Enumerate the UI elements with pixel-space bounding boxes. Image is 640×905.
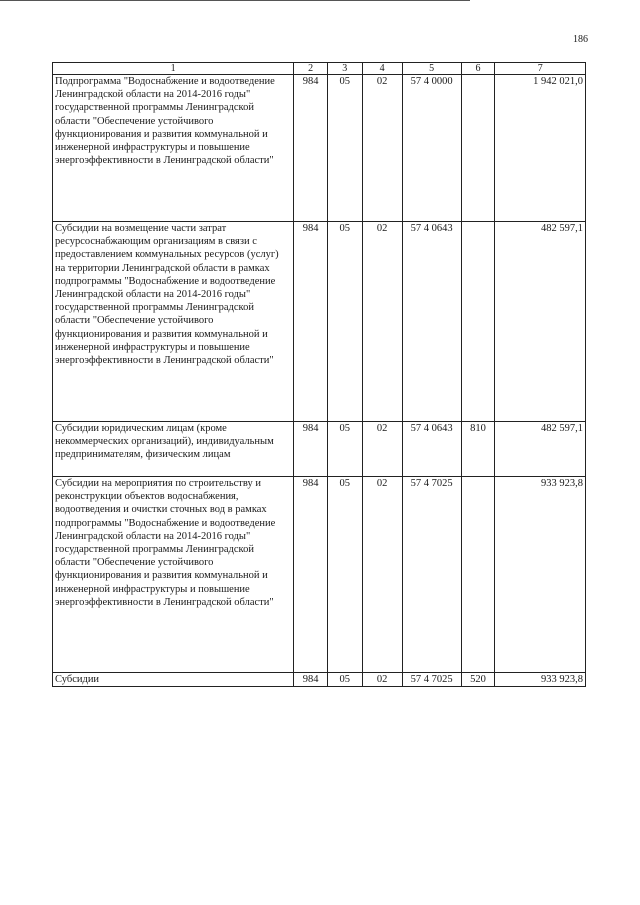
row-target-article-cell: 57 4 7025 (402, 673, 461, 687)
header-cell-3: 3 (327, 63, 362, 75)
row-ministry-cell: 984 (294, 673, 328, 687)
row-amount-cell: 933 923,8 (495, 477, 586, 673)
row-section-cell: 05 (327, 222, 362, 422)
row-subsection-cell: 02 (362, 75, 402, 222)
table-row (53, 222, 586, 422)
header-cell-1: 1 (53, 63, 294, 75)
row-name-cell: Субсидии (53, 673, 294, 687)
header-cell-5: 5 (402, 63, 461, 75)
row-ministry-cell: 984 (294, 477, 328, 673)
row-amount-cell: 482 597,1 (495, 422, 586, 477)
row-expense-type-cell (461, 222, 495, 422)
row-expense-type-cell (461, 75, 495, 222)
row-target-article-cell: 57 4 0000 (402, 75, 461, 222)
row-expense-type-cell: 520 (461, 673, 495, 687)
header-cell-7: 7 (495, 63, 586, 75)
table-header-row (53, 63, 586, 75)
table-row (53, 673, 586, 687)
row-target-article-cell: 57 4 7025 (402, 477, 461, 673)
row-ministry-cell: 984 (294, 222, 328, 422)
row-name-cell: Подпрограмма "Водоснабжение и водоотведение Ленинградской области на 2014-2016 годы" государственной программы Ленинградской области "Обеспечение устойчивого функционирования и развития коммунальной и инженерной инфраструктуры и повышение энергоэффективности в Ленинградской области" (53, 75, 294, 222)
table-row (53, 75, 586, 222)
row-name-cell: Субсидии на мероприятия по строительству и реконструкции объектов водоснабжения, водоотведения и очистки сточных вод в рамках подпрограммы "Водоснабжение и водоотведение Ленинградской области на 2014-2016 годы" государственной программы Ленинградской области "Обеспечение устойчивого функционирования и развития коммунальной и инженерной инфраструктуры и повышение энергоэффективности в Ленинградской области" (53, 477, 294, 673)
row-subsection-cell: 02 (362, 477, 402, 673)
row-subsection-cell: 02 (362, 673, 402, 687)
row-target-article-cell: 57 4 0643 (402, 422, 461, 477)
row-ministry-cell: 984 (294, 75, 328, 222)
row-name-cell: Субсидии на возмещение части затрат ресурсоснабжающим организациям в связи с предоставлением коммунальных ресурсов (услуг) на территории Ленинградской области в рамках подпрограммы "Водоснабжение и водоотведение Ленинградской области на 2014-2016 годы" государственной программы Ленинградской области "Обеспечение устойчивого функционирования и развития коммунальной и инженерной инфраструктуры и повышение энергоэффективности в Ленинградской области" (53, 222, 294, 422)
header-cell-6: 6 (461, 63, 495, 75)
row-target-article-cell: 57 4 0643 (402, 222, 461, 422)
row-section-cell: 05 (327, 673, 362, 687)
row-section-cell: 05 (327, 75, 362, 222)
row-subsection-cell: 02 (362, 422, 402, 477)
row-ministry-cell: 984 (294, 422, 328, 477)
row-expense-type-cell (461, 477, 495, 673)
row-amount-cell: 482 597,1 (495, 222, 586, 422)
row-subsection-cell: 02 (362, 222, 402, 422)
row-amount-cell: 933 923,8 (495, 673, 586, 687)
row-amount-cell: 1 942 021,0 (495, 75, 586, 222)
table-row (53, 422, 586, 477)
page-number: 186 (573, 34, 588, 45)
row-expense-type-cell: 810 (461, 422, 495, 477)
budget-table (52, 62, 586, 687)
header-cell-4: 4 (362, 63, 402, 75)
row-section-cell: 05 (327, 422, 362, 477)
scan-top-line (0, 0, 470, 1)
header-cell-2: 2 (294, 63, 328, 75)
row-section-cell: 05 (327, 477, 362, 673)
table-row (53, 477, 586, 673)
row-name-cell: Субсидии юридическим лицам (кроме некоммерческих организаций), индивидуальным предпринимателям, физическим лицам (53, 422, 294, 477)
